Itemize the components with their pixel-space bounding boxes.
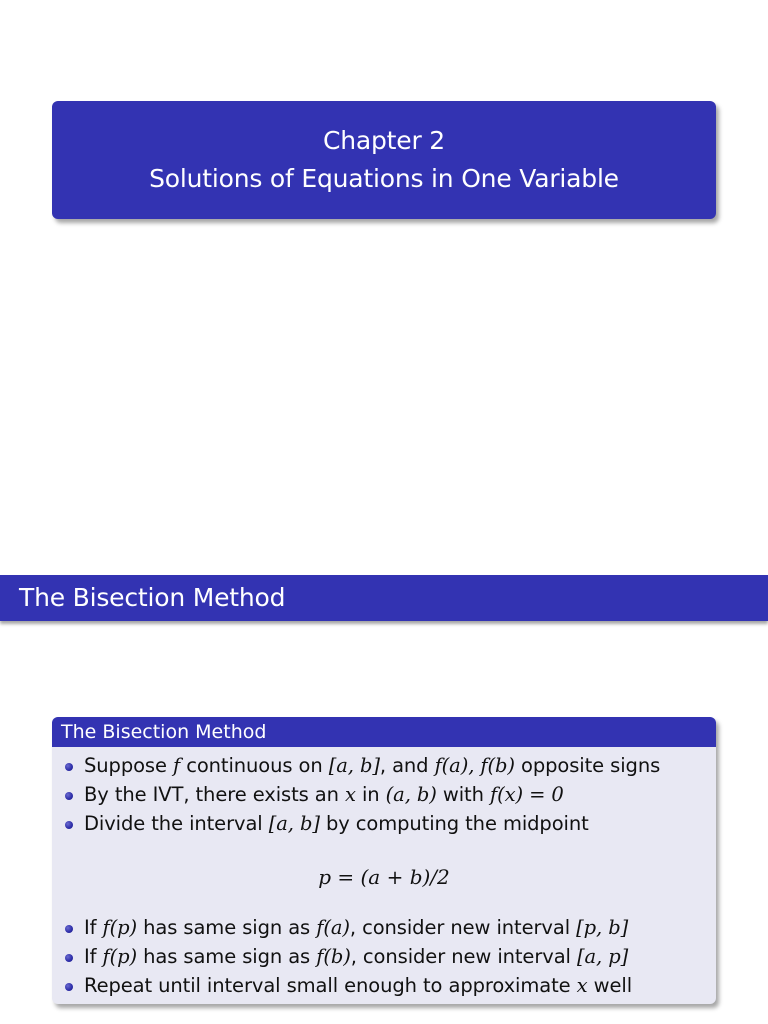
chapter-title: Solutions of Equations in One Variable (149, 164, 619, 193)
frame-title: The Bisection Method (19, 583, 286, 612)
title-box (52, 101, 716, 219)
list-item: If f(p) has same sign as f(b), consider new interval [a, p] (84, 945, 629, 968)
math-inline: x (344, 783, 356, 806)
math-inline: f(p) (102, 945, 138, 968)
math-inline: f(p) (102, 916, 138, 939)
math-inline: [a, b] (268, 812, 320, 835)
math-inline: f(a) (316, 916, 350, 939)
midpoint-equation: p = (a + b)/2 (318, 865, 450, 889)
math-inline: f(x) = 0 (489, 783, 564, 806)
chapter-label: Chapter 2 (322, 126, 445, 155)
math-inline: x (576, 974, 588, 997)
list-item: If f(p) has same sign as f(a), consider new interval [p, b] (84, 916, 629, 939)
math-inline: (a, b) (385, 783, 437, 806)
list-item: Divide the interval [a, b] by computing the midpoint (84, 812, 589, 835)
math-inline: f(a), f(b) (434, 754, 515, 777)
math-inline: f(b) (316, 945, 351, 968)
math-inline: f (172, 754, 181, 777)
math-inline: [p, b] (576, 916, 629, 939)
bisection-block (52, 717, 716, 1004)
frame-title-bar (0, 575, 768, 621)
block-title: The Bisection Method (61, 721, 267, 743)
math-inline: [a, b] (328, 754, 380, 777)
block-header (52, 717, 716, 747)
math-inline: [a, p] (576, 945, 629, 968)
list-item: Suppose f continuous on [a, b], and f(a), f(b) opposite signs (84, 754, 661, 777)
list-item: Repeat until interval small enough to approximate x well (84, 974, 633, 997)
list-item: By the IVT, there exists an x in (a, b) with f(x) = 0 (84, 783, 564, 806)
